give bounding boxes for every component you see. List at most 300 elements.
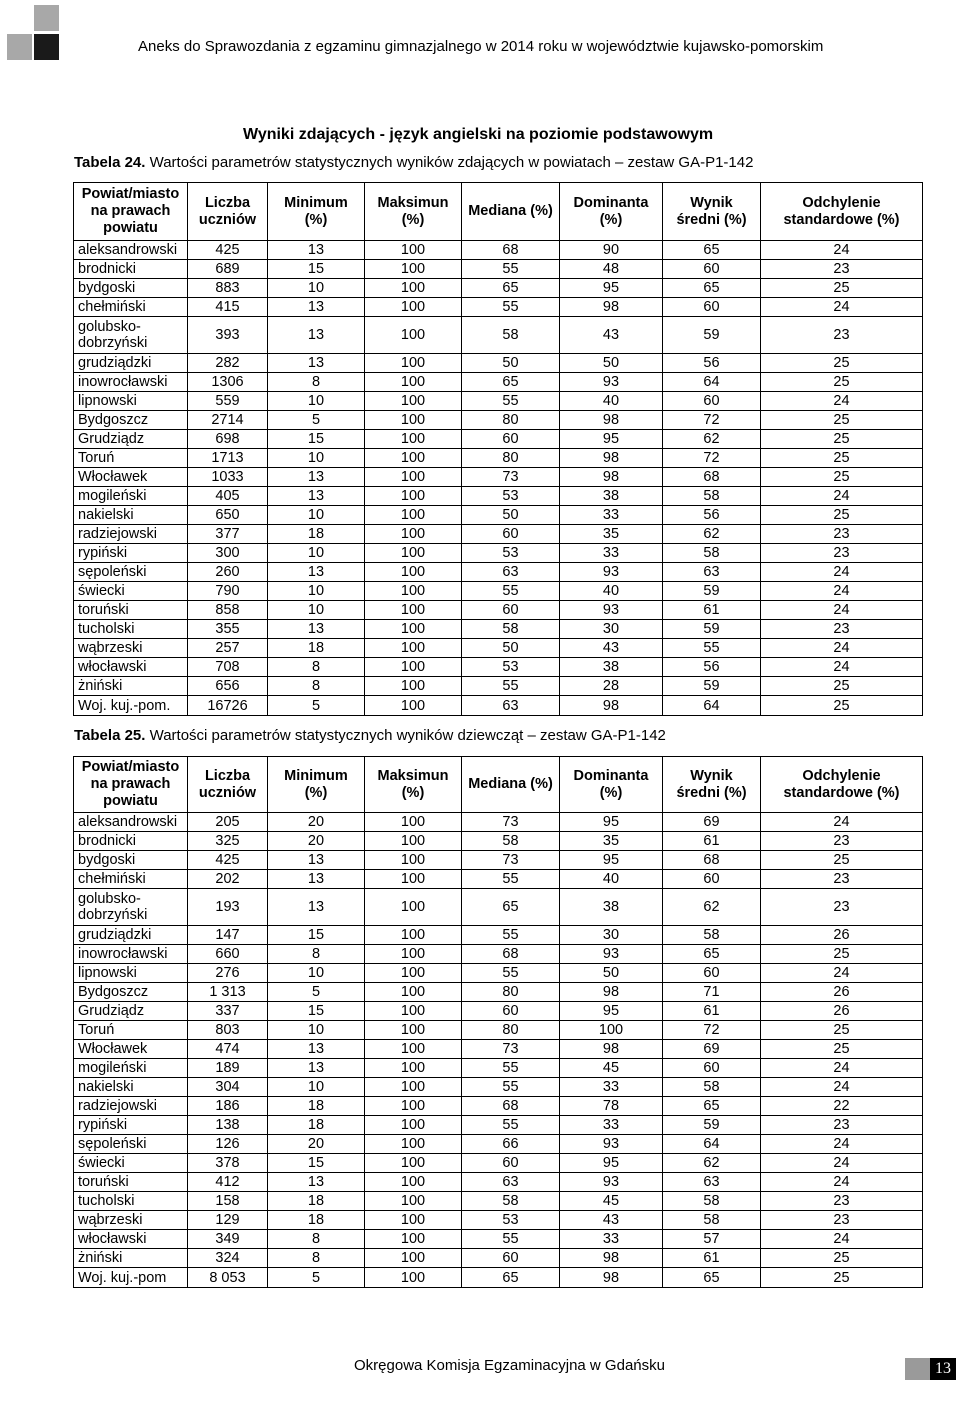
row-name-cell: inowrocławski — [74, 945, 188, 964]
value-cell: 24 — [761, 1059, 923, 1078]
row-name-cell: bydgoski — [74, 851, 188, 870]
value-cell: 13 — [268, 851, 365, 870]
value-cell: 24 — [761, 1230, 923, 1249]
value-cell: 38 — [560, 889, 663, 926]
value-cell: 23 — [761, 544, 923, 563]
value-cell: 80 — [462, 1021, 560, 1040]
value-cell: 65 — [462, 889, 560, 926]
logo-square-middle-left — [7, 34, 32, 60]
value-cell: 55 — [462, 582, 560, 601]
table25 — [73, 756, 923, 1288]
table-row — [74, 487, 923, 506]
value-cell: 23 — [761, 317, 923, 354]
value-cell: 100 — [365, 870, 462, 889]
value-cell: 23 — [761, 620, 923, 639]
value-cell: 100 — [365, 1173, 462, 1192]
value-cell: 50 — [462, 506, 560, 525]
row-name-cell: świecki — [74, 1154, 188, 1173]
value-cell: 5 — [268, 983, 365, 1002]
value-cell: 58 — [663, 1078, 761, 1097]
table-row — [74, 582, 923, 601]
value-cell: 30 — [560, 926, 663, 945]
table-row — [74, 926, 923, 945]
table-row — [74, 1135, 923, 1154]
row-name-cell: Bydgoszcz — [74, 411, 188, 430]
value-cell: 100 — [365, 832, 462, 851]
value-cell: 33 — [560, 544, 663, 563]
value-cell: 13 — [268, 317, 365, 354]
value-cell: 10 — [268, 392, 365, 411]
value-cell: 8 — [268, 658, 365, 677]
table-row — [74, 851, 923, 870]
row-name-cell: bydgoski — [74, 279, 188, 298]
value-cell: 1033 — [188, 468, 268, 487]
table-row — [74, 889, 923, 926]
value-cell: 18 — [268, 639, 365, 658]
row-name-cell: Grudziądz — [74, 1002, 188, 1021]
row-name-cell: grudziądzki — [74, 926, 188, 945]
value-cell: 24 — [761, 1135, 923, 1154]
value-cell: 65 — [462, 1268, 560, 1288]
row-name-cell: aleksandrowski — [74, 813, 188, 832]
col-header-maksimum: Maksimun (%) — [365, 183, 462, 241]
table25-header-row — [74, 757, 923, 813]
row-name-cell: rypiński — [74, 544, 188, 563]
value-cell: 100 — [365, 1059, 462, 1078]
table-row — [74, 620, 923, 639]
value-cell: 64 — [663, 1135, 761, 1154]
value-cell: 10 — [268, 964, 365, 983]
value-cell: 58 — [663, 544, 761, 563]
value-cell: 23 — [761, 870, 923, 889]
value-cell: 23 — [761, 1116, 923, 1135]
value-cell: 2714 — [188, 411, 268, 430]
table-row — [74, 696, 923, 716]
value-cell: 349 — [188, 1230, 268, 1249]
value-cell: 53 — [462, 544, 560, 563]
footer-text: Okręgowa Komisja Egzaminacyjna w Gdańsku — [354, 1357, 665, 1374]
value-cell: 24 — [761, 1078, 923, 1097]
value-cell: 1306 — [188, 373, 268, 392]
value-cell: 93 — [560, 1173, 663, 1192]
value-cell: 138 — [188, 1116, 268, 1135]
value-cell: 13 — [268, 298, 365, 317]
value-cell: 65 — [663, 241, 761, 260]
value-cell: 13 — [268, 468, 365, 487]
value-cell: 25 — [761, 430, 923, 449]
value-cell: 60 — [663, 392, 761, 411]
table-row — [74, 639, 923, 658]
value-cell: 65 — [663, 945, 761, 964]
value-cell: 60 — [462, 1002, 560, 1021]
value-cell: 48 — [560, 260, 663, 279]
value-cell: 100 — [365, 696, 462, 716]
value-cell: 10 — [268, 544, 365, 563]
row-name-cell: Toruń — [74, 1021, 188, 1040]
value-cell: 100 — [365, 317, 462, 354]
value-cell: 58 — [462, 620, 560, 639]
value-cell: 100 — [365, 449, 462, 468]
value-cell: 69 — [663, 813, 761, 832]
value-cell: 186 — [188, 1097, 268, 1116]
value-cell: 68 — [663, 851, 761, 870]
value-cell: 100 — [365, 279, 462, 298]
col-header-minimum: Minimum (%) — [268, 757, 365, 813]
logo-square-middle-right — [34, 34, 59, 60]
value-cell: 26 — [761, 983, 923, 1002]
value-cell: 13 — [268, 620, 365, 639]
table-row — [74, 279, 923, 298]
value-cell: 63 — [462, 1173, 560, 1192]
table-row — [74, 373, 923, 392]
table24-caption-text: Wartości parametrów statystycznych wyników zdających w powiatach – zestaw GA-P1-142 — [145, 154, 754, 171]
value-cell: 10 — [268, 582, 365, 601]
value-cell: 355 — [188, 620, 268, 639]
value-cell: 65 — [663, 1097, 761, 1116]
col-header-dominanta: Dominanta (%) — [560, 183, 663, 241]
value-cell: 377 — [188, 525, 268, 544]
value-cell: 8 — [268, 677, 365, 696]
value-cell: 15 — [268, 260, 365, 279]
value-cell: 405 — [188, 487, 268, 506]
value-cell: 60 — [462, 1249, 560, 1268]
row-name-cell: aleksandrowski — [74, 241, 188, 260]
value-cell: 100 — [365, 677, 462, 696]
value-cell: 56 — [663, 658, 761, 677]
value-cell: 24 — [761, 964, 923, 983]
value-cell: 53 — [462, 658, 560, 677]
value-cell: 58 — [462, 832, 560, 851]
value-cell: 100 — [365, 487, 462, 506]
value-cell: 100 — [365, 430, 462, 449]
value-cell: 689 — [188, 260, 268, 279]
value-cell: 98 — [560, 449, 663, 468]
value-cell: 158 — [188, 1192, 268, 1211]
value-cell: 56 — [663, 506, 761, 525]
value-cell: 883 — [188, 279, 268, 298]
value-cell: 25 — [761, 1040, 923, 1059]
value-cell: 55 — [462, 677, 560, 696]
value-cell: 60 — [663, 1059, 761, 1078]
value-cell: 559 — [188, 392, 268, 411]
value-cell: 23 — [761, 889, 923, 926]
row-name-cell: sępoleński — [74, 1135, 188, 1154]
col-header-odchylenie: Odchylenie standardowe (%) — [761, 757, 923, 813]
value-cell: 474 — [188, 1040, 268, 1059]
table-row — [74, 1078, 923, 1097]
value-cell: 73 — [462, 851, 560, 870]
value-cell: 100 — [365, 354, 462, 373]
col-header-liczba: Liczba uczniów — [188, 183, 268, 241]
value-cell: 708 — [188, 658, 268, 677]
value-cell: 20 — [268, 813, 365, 832]
row-name-cell: chełmiński — [74, 870, 188, 889]
table-row — [74, 392, 923, 411]
value-cell: 40 — [560, 870, 663, 889]
value-cell: 260 — [188, 563, 268, 582]
value-cell: 98 — [560, 983, 663, 1002]
value-cell: 13 — [268, 1059, 365, 1078]
value-cell: 58 — [663, 926, 761, 945]
value-cell: 100 — [560, 1021, 663, 1040]
table-row — [74, 449, 923, 468]
section-title: Wyniki zdających - język angielski na poziomie podstawowym — [243, 126, 714, 143]
col-header-wynik-sredni: Wynik średni (%) — [663, 183, 761, 241]
row-name-cell: chełmiński — [74, 298, 188, 317]
value-cell: 95 — [560, 1154, 663, 1173]
value-cell: 324 — [188, 1249, 268, 1268]
value-cell: 62 — [663, 430, 761, 449]
value-cell: 100 — [365, 945, 462, 964]
row-name-cell: radziejowski — [74, 1097, 188, 1116]
value-cell: 378 — [188, 1154, 268, 1173]
value-cell: 790 — [188, 582, 268, 601]
value-cell: 10 — [268, 506, 365, 525]
value-cell: 65 — [462, 373, 560, 392]
value-cell: 25 — [761, 677, 923, 696]
value-cell: 61 — [663, 1249, 761, 1268]
value-cell: 61 — [663, 832, 761, 851]
table-row — [74, 525, 923, 544]
value-cell: 698 — [188, 430, 268, 449]
value-cell: 63 — [462, 696, 560, 716]
value-cell: 202 — [188, 870, 268, 889]
value-cell: 65 — [462, 279, 560, 298]
value-cell: 33 — [560, 1230, 663, 1249]
value-cell: 58 — [462, 1192, 560, 1211]
value-cell: 98 — [560, 1249, 663, 1268]
value-cell: 38 — [560, 658, 663, 677]
value-cell: 8 — [268, 1230, 365, 1249]
value-cell: 25 — [761, 449, 923, 468]
value-cell: 95 — [560, 1002, 663, 1021]
value-cell: 16726 — [188, 696, 268, 716]
value-cell: 55 — [462, 1116, 560, 1135]
value-cell: 100 — [365, 582, 462, 601]
table24-caption — [74, 154, 753, 171]
table-row — [74, 563, 923, 582]
value-cell: 72 — [663, 411, 761, 430]
value-cell: 24 — [761, 658, 923, 677]
value-cell: 33 — [560, 1116, 663, 1135]
table-row — [74, 1268, 923, 1288]
row-name-cell: Włocławek — [74, 468, 188, 487]
value-cell: 24 — [761, 241, 923, 260]
row-name-cell: nakielski — [74, 506, 188, 525]
row-name-cell: radziejowski — [74, 525, 188, 544]
value-cell: 80 — [462, 449, 560, 468]
value-cell: 25 — [761, 1249, 923, 1268]
row-name-cell: brodnicki — [74, 260, 188, 279]
row-name-cell: świecki — [74, 582, 188, 601]
value-cell: 53 — [462, 487, 560, 506]
value-cell: 23 — [761, 1211, 923, 1230]
value-cell: 10 — [268, 279, 365, 298]
value-cell: 40 — [560, 582, 663, 601]
row-name-cell: włocławski — [74, 1230, 188, 1249]
value-cell: 73 — [462, 813, 560, 832]
row-name-cell: żniński — [74, 1249, 188, 1268]
value-cell: 33 — [560, 506, 663, 525]
value-cell: 13 — [268, 1173, 365, 1192]
value-cell: 59 — [663, 582, 761, 601]
value-cell: 93 — [560, 1135, 663, 1154]
table-row — [74, 298, 923, 317]
row-name-cell: toruński — [74, 601, 188, 620]
value-cell: 276 — [188, 964, 268, 983]
value-cell: 55 — [462, 260, 560, 279]
value-cell: 65 — [663, 1268, 761, 1288]
page-number: 13 — [930, 1358, 956, 1380]
row-name-cell: golubsko-dobrzyński — [74, 317, 188, 354]
row-name-cell: tucholski — [74, 620, 188, 639]
table-row — [74, 658, 923, 677]
col-header-powiat: Powiat/miasto na prawach powiatu — [74, 757, 188, 813]
value-cell: 23 — [761, 260, 923, 279]
row-name-cell: inowrocławski — [74, 373, 188, 392]
row-name-cell: Woj. kuj.-pom — [74, 1268, 188, 1288]
value-cell: 425 — [188, 241, 268, 260]
value-cell: 100 — [365, 1002, 462, 1021]
value-cell: 95 — [560, 813, 663, 832]
table25-caption-label: Tabela 25. — [74, 727, 146, 744]
value-cell: 8 — [268, 1249, 365, 1268]
row-name-cell: mogileński — [74, 1059, 188, 1078]
value-cell: 98 — [560, 1040, 663, 1059]
value-cell: 55 — [462, 298, 560, 317]
value-cell: 100 — [365, 1021, 462, 1040]
col-header-minimum: Minimum (%) — [268, 183, 365, 241]
value-cell: 425 — [188, 851, 268, 870]
oke-logo — [7, 5, 59, 61]
table-row — [74, 1059, 923, 1078]
row-name-cell: lipnowski — [74, 964, 188, 983]
value-cell: 282 — [188, 354, 268, 373]
table-row — [74, 813, 923, 832]
col-header-dominanta: Dominanta (%) — [560, 757, 663, 813]
value-cell: 100 — [365, 411, 462, 430]
col-header-wynik-sredni: Wynik średni (%) — [663, 757, 761, 813]
value-cell: 33 — [560, 1078, 663, 1097]
value-cell: 68 — [462, 945, 560, 964]
value-cell: 660 — [188, 945, 268, 964]
value-cell: 25 — [761, 851, 923, 870]
value-cell: 18 — [268, 1192, 365, 1211]
table-row — [74, 468, 923, 487]
value-cell: 25 — [761, 354, 923, 373]
value-cell: 15 — [268, 926, 365, 945]
value-cell: 10 — [268, 601, 365, 620]
value-cell: 415 — [188, 298, 268, 317]
value-cell: 60 — [663, 260, 761, 279]
table-row — [74, 260, 923, 279]
value-cell: 24 — [761, 1154, 923, 1173]
value-cell: 100 — [365, 889, 462, 926]
value-cell: 100 — [365, 260, 462, 279]
value-cell: 55 — [462, 964, 560, 983]
value-cell: 59 — [663, 317, 761, 354]
value-cell: 24 — [761, 1173, 923, 1192]
value-cell: 55 — [462, 870, 560, 889]
value-cell: 98 — [560, 1268, 663, 1288]
value-cell: 100 — [365, 373, 462, 392]
row-name-cell: Bydgoszcz — [74, 983, 188, 1002]
value-cell: 18 — [268, 1097, 365, 1116]
value-cell: 50 — [462, 639, 560, 658]
header-title: Aneks do Sprawozdania z egzaminu gimnazjalnego w 2014 roku w województwie kujawsko-pomorskim — [138, 38, 824, 55]
value-cell: 24 — [761, 639, 923, 658]
value-cell: 25 — [761, 411, 923, 430]
value-cell: 24 — [761, 487, 923, 506]
table-row — [74, 964, 923, 983]
value-cell: 73 — [462, 468, 560, 487]
value-cell: 100 — [365, 1268, 462, 1288]
value-cell: 55 — [462, 1078, 560, 1097]
value-cell: 98 — [560, 298, 663, 317]
value-cell: 1713 — [188, 449, 268, 468]
value-cell: 60 — [663, 870, 761, 889]
value-cell: 80 — [462, 411, 560, 430]
value-cell: 803 — [188, 1021, 268, 1040]
table-row — [74, 870, 923, 889]
value-cell: 55 — [663, 639, 761, 658]
value-cell: 68 — [462, 1097, 560, 1116]
value-cell: 72 — [663, 449, 761, 468]
value-cell: 18 — [268, 1116, 365, 1135]
value-cell: 100 — [365, 298, 462, 317]
row-name-cell: brodnicki — [74, 832, 188, 851]
value-cell: 25 — [761, 1021, 923, 1040]
value-cell: 100 — [365, 392, 462, 411]
table-row — [74, 945, 923, 964]
value-cell: 55 — [462, 392, 560, 411]
row-name-cell: Włocławek — [74, 1040, 188, 1059]
value-cell: 95 — [560, 279, 663, 298]
value-cell: 8 — [268, 373, 365, 392]
table-row — [74, 1173, 923, 1192]
value-cell: 15 — [268, 1154, 365, 1173]
value-cell: 35 — [560, 525, 663, 544]
value-cell: 23 — [761, 525, 923, 544]
value-cell: 68 — [462, 241, 560, 260]
value-cell: 98 — [560, 696, 663, 716]
value-cell: 60 — [663, 298, 761, 317]
value-cell: 20 — [268, 1135, 365, 1154]
value-cell: 100 — [365, 468, 462, 487]
row-name-cell: Grudziądz — [74, 430, 188, 449]
value-cell: 5 — [268, 1268, 365, 1288]
col-header-liczba: Liczba uczniów — [188, 757, 268, 813]
footer-gray-bar — [905, 1358, 930, 1380]
value-cell: 53 — [462, 1211, 560, 1230]
value-cell: 18 — [268, 525, 365, 544]
value-cell: 73 — [462, 1040, 560, 1059]
table-row — [74, 317, 923, 354]
row-name-cell: żniński — [74, 677, 188, 696]
value-cell: 63 — [663, 563, 761, 582]
value-cell: 25 — [761, 373, 923, 392]
value-cell: 100 — [365, 1135, 462, 1154]
row-name-cell: wąbrzeski — [74, 1211, 188, 1230]
row-name-cell: włocławski — [74, 658, 188, 677]
table-row — [74, 677, 923, 696]
value-cell: 13 — [268, 563, 365, 582]
value-cell: 100 — [365, 813, 462, 832]
value-cell: 18 — [268, 1211, 365, 1230]
value-cell: 56 — [663, 354, 761, 373]
value-cell: 60 — [462, 525, 560, 544]
col-header-maksimum: Maksimun (%) — [365, 757, 462, 813]
